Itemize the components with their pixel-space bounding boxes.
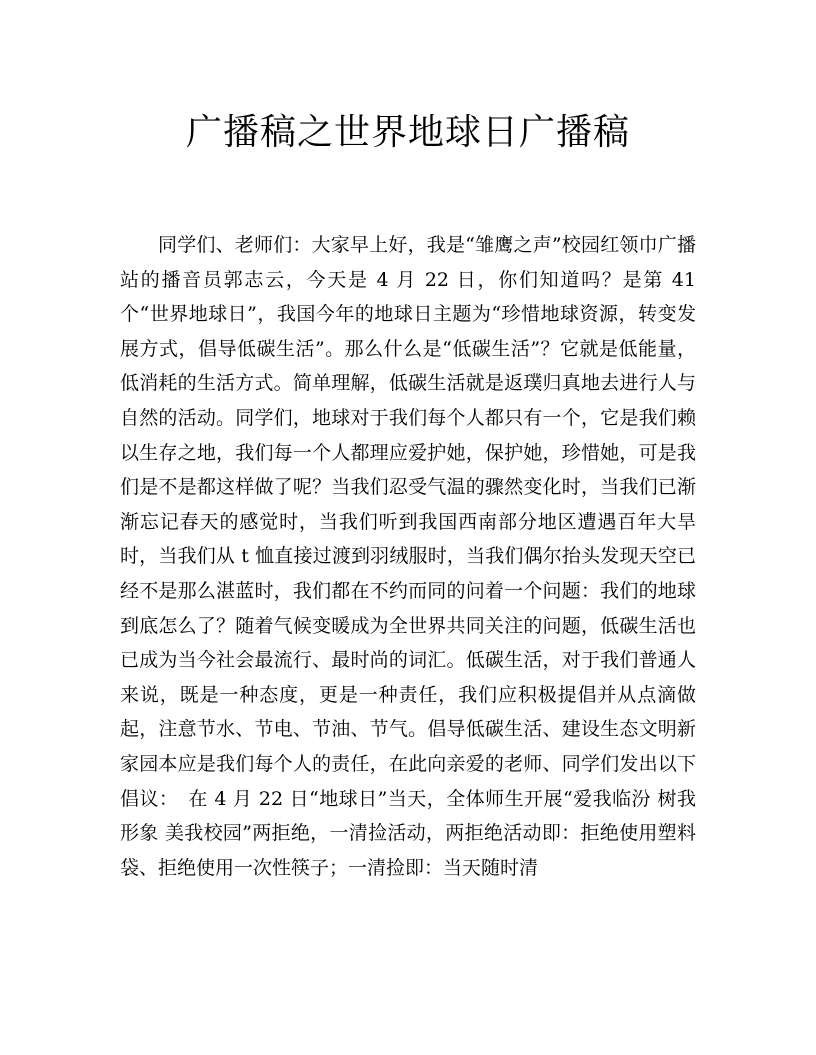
- document-title: 广播稿之世界地球日广播稿: [185, 112, 630, 153]
- document-body-paragraph: 同学们、老师们：大家早上好，我是“雏鹰之声”校园红领巾广播站的播音员郭志云，今天是 4 月 22 日，你们知道吗？是第 41 个“世界地球日”，我国今年的地球日主题为“珍惜地球资源，转变发展方式，倡导低碳生活”。那么什么是“低碳生活”？它就是低能量，低消耗的生活方式。简单理解，低碳生活就是返璞归真地去进行人与自然的活动。同学们，地球对于我们每个人都只有一个，它是我们赖以生存之地，我们每一个人都理应爱护她，保护她，珍惜她，可是我们是不是都这样做了呢？当我们忍受气温的骤然变化时，当我们已渐渐忘记春天的感觉时，当我们听到我国西南部分地区遭遇百年大旱时，当我们从 t 恤直接过渡到羽绒服时，当我们偶尔抬头发现天空已经不是那么湛蓝时，我们都在不约而同的问着一个问题：我们的地球到底怎么了？随着气候变暖成为全世界共同关注的问题，低碳生活也已成为当今社会最流行、最时尚的词汇。低碳生活，对于我们普通人来说，既是一种态度，更是一种责任，我们应积极提倡并从点滴做起，注意节水、节电、节油、节气。倡导低碳生活、建设生态文明新家园本应是我们每个人的责任，在此向亲爱的老师、同学们发出以下倡议： 在 4 月 22 日“地球日”当天，全体师生开展“爱我临汾 树我形象 美我校园”两拒绝，一清捡活动，两拒绝活动即：拒绝使用塑料袋、拒绝使用一次性筷子；一清捡即：当天随时清: [120, 234, 696, 879]
